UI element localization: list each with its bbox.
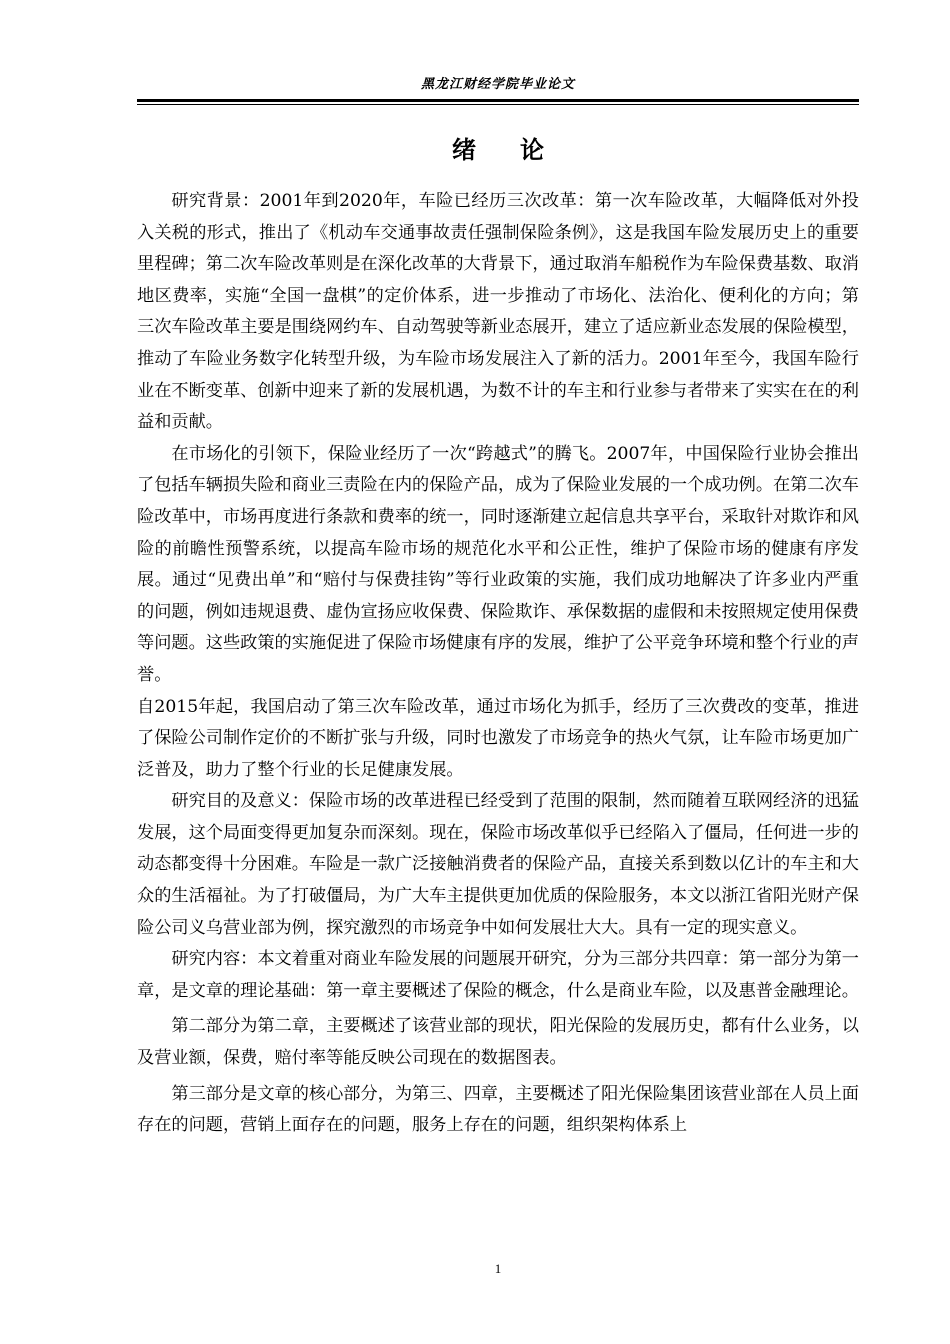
paragraph-third-reform: 自2015年起，我国启动了第三次车险改革，通过市场化为抓手，经历了三次费改的变革，推进了保险公司制作定价的不断扩张与升级，同时也激发了市场竞争的热火气氛，让车险市场更加广泛普及，助力了整个行业的长足健康发展。 — [137, 696, 859, 780]
page-number: 1 — [494, 1261, 502, 1276]
header-rule-thin — [137, 104, 859, 105]
paragraph-research-background: 研究背景：2001年到2020年，车险已经历三次改革：第一次车险改革，大幅降低对外投入关税的形式，推出了《机动车交通事故责任强制保险条例》，这是我国车险发展历史上的重要里程碑；第二次车险改革则是在深化改革的大背景下，通过取消车船税作为车险保费基数、取消地区费率，实施“全国一盘棋”的定价体系，进一步推动了市场化、法治化、便利化的方向；第三次车险改革主要是围绕网约车、自动驾驶等新业态展开，建立了适应新业态发展的保险模型，推动了车险业务数字化转型升级，为车险市场发展注入了新的活力。2001年至今，我国车险行业在不断变革、创新中迎来了新的发展机遇，为数不计的车主和行业参与者带来了实实在在的利益和贡献。 — [137, 191, 859, 433]
paragraph-research-content: 研究内容：本文着重对商业车险发展的问题展开研究，分为三部分共四章：第一部分为第一章，是文章的理论基础：第一章主要概述了保险的概念，什么是商业车险，以及惠普金融理论。 — [137, 949, 859, 1001]
paragraph-part-two: 第二部分为第二章，主要概述了该营业部的现状，阳光保险的发展历史，都有什么业务，以及营业额，保费，赔付率等能反映公司现在的数据图表。 — [137, 1016, 859, 1069]
header-rule-thick — [137, 99, 859, 102]
chapter-title — [137, 132, 859, 168]
paragraph-part-three: 第三部分是文章的核心部分，为第三、四章，主要概述了阳光保险集团该营业部在人员上面存在的问题，营销上面存在的问题，服务上存在的问题，组织架构体系上 — [137, 1083, 859, 1136]
chapter-title-char-1: 绪 — [452, 136, 476, 164]
paragraph-market-development: 在市场化的引领下，保险业经历了一次“跨越式”的腾飞。2007年，中国保险行业协会推出了包括车辆损失险和商业三责险在内的保险产品，成为了保险业发展的一个成功例。在第二次车险改革中，市场再度进行条款和费率的统一，同时逐渐建立起信息共享平台，采取针对欺诈和风险的前瞻性预警系统，以提高车险市场的规范化水平和公正性，维护了保险市场的健康有序发展。通过“见费出单”和“赔付与保费挂钩”等行业政策的实施，我们成功地解决了许多业内严重的问题，例如违规退费、虚伪宣扬应收保费、保险欺诈、承保数据的虚假和未按照规定使用保费等问题。这些政策的实施促进了保险市场健康有序的发展，维护了公平竞争环境和整个行业的声誉。 — [137, 443, 859, 685]
chapter-title-char-2: 论 — [520, 136, 544, 164]
paragraph-research-purpose: 研究目的及意义：保险市场的改革进程已经受到了范围的限制，然而随着互联网经济的迅猛发展，这个局面变得更加复杂而深刻。现在，保险市场改革似乎已经陷入了僵局，任何进一步的动态都变得十分困难。车险是一款广泛接触消费者的保险产品，直接关系到数以亿计的车主和大众的生活福祉。为了打破僵局，为广大车主提供更加优质的保险服务，本文以浙江省阳光财产保险公司义乌营业部为例，探究激烈的市场竞争中如何发展壮大大。具有一定的现实意义。 — [137, 791, 859, 938]
running-header: 黑龙江财经学院毕业论文 — [420, 77, 575, 92]
body-text — [137, 186, 859, 1142]
